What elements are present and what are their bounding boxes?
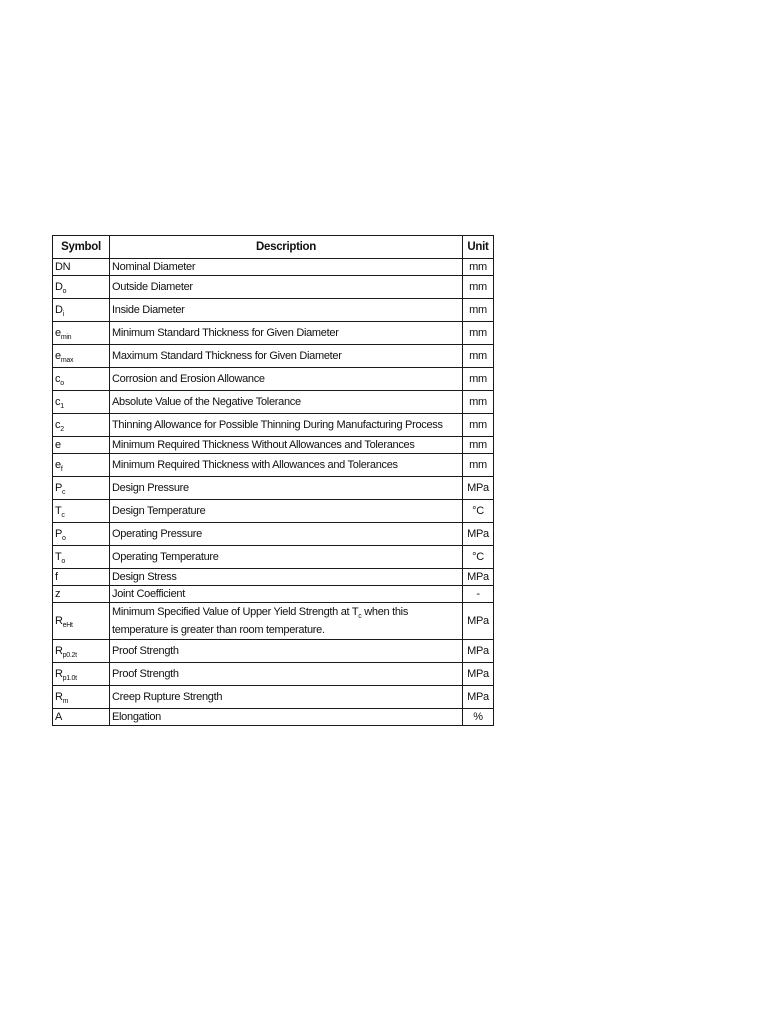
symbol-base: R <box>55 645 63 657</box>
symbol-subscript: o <box>60 380 64 387</box>
unit-cell: °C <box>463 500 494 523</box>
description-cell: Minimum Standard Thickness for Given Diameter <box>110 322 463 345</box>
symbol-cell <box>53 603 110 640</box>
symbol-base: D <box>55 281 63 293</box>
unit-cell: MPa <box>463 663 494 686</box>
symbol-cell <box>53 414 110 437</box>
symbol-cell <box>53 345 110 368</box>
symbol-subscript: f <box>60 466 63 473</box>
symbol-base: DN <box>55 261 71 273</box>
symbol-base: R <box>55 668 63 680</box>
unit-cell: °C <box>463 546 494 569</box>
unit-cell: mm <box>463 368 494 391</box>
unit-cell: mm <box>463 414 494 437</box>
table-row <box>53 414 494 437</box>
symbol-subscript: i <box>62 311 64 318</box>
symbol-base: e <box>55 459 61 471</box>
symbol-cell <box>53 500 110 523</box>
table-row <box>53 322 494 345</box>
description-cell: Design Pressure <box>110 477 463 500</box>
table-row <box>53 391 494 414</box>
description-cell: Creep Rupture Strength <box>110 686 463 709</box>
table-row <box>53 500 494 523</box>
description-cell: Proof Strength <box>110 663 463 686</box>
symbol-cell <box>53 368 110 391</box>
table-row <box>53 663 494 686</box>
symbol-subscript: min <box>60 334 72 341</box>
symbol-subscript: o <box>61 558 66 565</box>
symbol-base: c <box>55 373 61 385</box>
symbol-base: c <box>55 419 61 431</box>
table-row <box>53 569 494 586</box>
symbol-base: T <box>55 551 62 563</box>
description-text-cont: when this temperature is greater than room temperature. <box>112 606 409 636</box>
unit-cell: MPa <box>463 640 494 663</box>
unit-cell: mm <box>463 454 494 477</box>
symbol-base: e <box>55 350 61 362</box>
unit-cell: % <box>463 709 494 726</box>
symbol-base: c <box>55 396 61 408</box>
symbol-cell <box>53 391 110 414</box>
symbol-cell <box>53 709 110 726</box>
symbol-subscript: c <box>61 512 65 519</box>
symbol-base: R <box>55 691 63 703</box>
symbol-base: z <box>55 588 61 600</box>
symbol-base: e <box>55 327 61 339</box>
symbol-base: P <box>55 528 63 540</box>
unit-cell: MPa <box>463 686 494 709</box>
table-row <box>53 586 494 603</box>
symbol-subscript: p1.0t <box>62 675 77 682</box>
symbol-base: A <box>55 711 63 723</box>
symbol-cell <box>53 437 110 454</box>
header-description: Description <box>110 236 463 259</box>
description-cell <box>110 603 463 640</box>
symbol-subscript: o <box>62 288 67 295</box>
description-cell: Maximum Standard Thickness for Given Diameter <box>110 345 463 368</box>
description-cell: Outside Diameter <box>110 276 463 299</box>
unit-cell: mm <box>463 259 494 276</box>
description-cell: Elongation <box>110 709 463 726</box>
description-cell: Proof Strength <box>110 640 463 663</box>
unit-cell: - <box>463 586 494 603</box>
symbol-cell <box>53 276 110 299</box>
unit-cell: mm <box>463 345 494 368</box>
symbol-cell <box>53 523 110 546</box>
unit-cell: mm <box>463 391 494 414</box>
unit-cell: MPa <box>463 523 494 546</box>
table-row <box>53 368 494 391</box>
symbol-base: f <box>55 571 58 583</box>
symbol-base: P <box>55 482 63 494</box>
description-subscript: c <box>358 613 362 620</box>
header-row <box>53 236 494 259</box>
symbol-base: R <box>55 615 63 627</box>
table-row <box>53 523 494 546</box>
description-cell: Design Stress <box>110 569 463 586</box>
symbols-table <box>52 235 494 726</box>
symbol-cell <box>53 454 110 477</box>
symbol-base: e <box>55 439 61 451</box>
symbol-cell <box>53 299 110 322</box>
description-cell: Absolute Value of the Negative Tolerance <box>110 391 463 414</box>
table-row <box>53 437 494 454</box>
symbol-cell <box>53 322 110 345</box>
symbol-subscript: 1 <box>60 403 64 410</box>
table-row <box>53 259 494 276</box>
symbol-subscript: c <box>62 489 66 496</box>
symbol-cell <box>53 686 110 709</box>
symbol-cell <box>53 640 110 663</box>
symbol-cell <box>53 663 110 686</box>
table-row <box>53 709 494 726</box>
symbol-base: T <box>55 505 62 517</box>
description-cell: Minimum Required Thickness Without Allowances and Tolerances <box>110 437 463 454</box>
symbol-cell <box>53 569 110 586</box>
description-cell: Thinning Allowance for Possible Thinning During Manufacturing Process <box>110 414 463 437</box>
symbol-subscript: o <box>62 535 66 542</box>
table-row <box>53 546 494 569</box>
symbol-cell <box>53 259 110 276</box>
description-cell: Inside Diameter <box>110 299 463 322</box>
unit-cell: MPa <box>463 569 494 586</box>
description-cell: Nominal Diameter <box>110 259 463 276</box>
table-row <box>53 345 494 368</box>
header-symbol: Symbol <box>53 236 110 259</box>
table-row <box>53 686 494 709</box>
symbol-subscript: eHt <box>62 622 73 629</box>
symbol-subscript: m <box>62 698 69 705</box>
symbol-base: D <box>55 304 63 316</box>
unit-cell: mm <box>463 276 494 299</box>
symbol-subscript: max <box>60 357 74 364</box>
unit-cell: MPa <box>463 603 494 640</box>
description-cell: Joint Coefficient <box>110 586 463 603</box>
description-cell: Operating Temperature <box>110 546 463 569</box>
symbol-cell <box>53 546 110 569</box>
unit-cell: mm <box>463 437 494 454</box>
description-text: Minimum Specified Value of Upper Yield Strength at T <box>112 606 359 618</box>
table-row <box>53 299 494 322</box>
description-cell: Corrosion and Erosion Allowance <box>110 368 463 391</box>
table-row <box>53 276 494 299</box>
table-row <box>53 640 494 663</box>
unit-cell: MPa <box>463 477 494 500</box>
description-cell: Minimum Required Thickness with Allowances and Tolerances <box>110 454 463 477</box>
table-row <box>53 603 494 640</box>
description-cell: Design Temperature <box>110 500 463 523</box>
description-cell: Operating Pressure <box>110 523 463 546</box>
symbol-subscript: p0.2t <box>62 652 77 659</box>
unit-cell: mm <box>463 322 494 345</box>
header-unit: Unit <box>463 236 494 259</box>
unit-cell: mm <box>463 299 494 322</box>
table-row <box>53 477 494 500</box>
symbol-subscript: 2 <box>60 426 64 433</box>
table-row <box>53 454 494 477</box>
symbol-cell <box>53 586 110 603</box>
symbol-cell <box>53 477 110 500</box>
